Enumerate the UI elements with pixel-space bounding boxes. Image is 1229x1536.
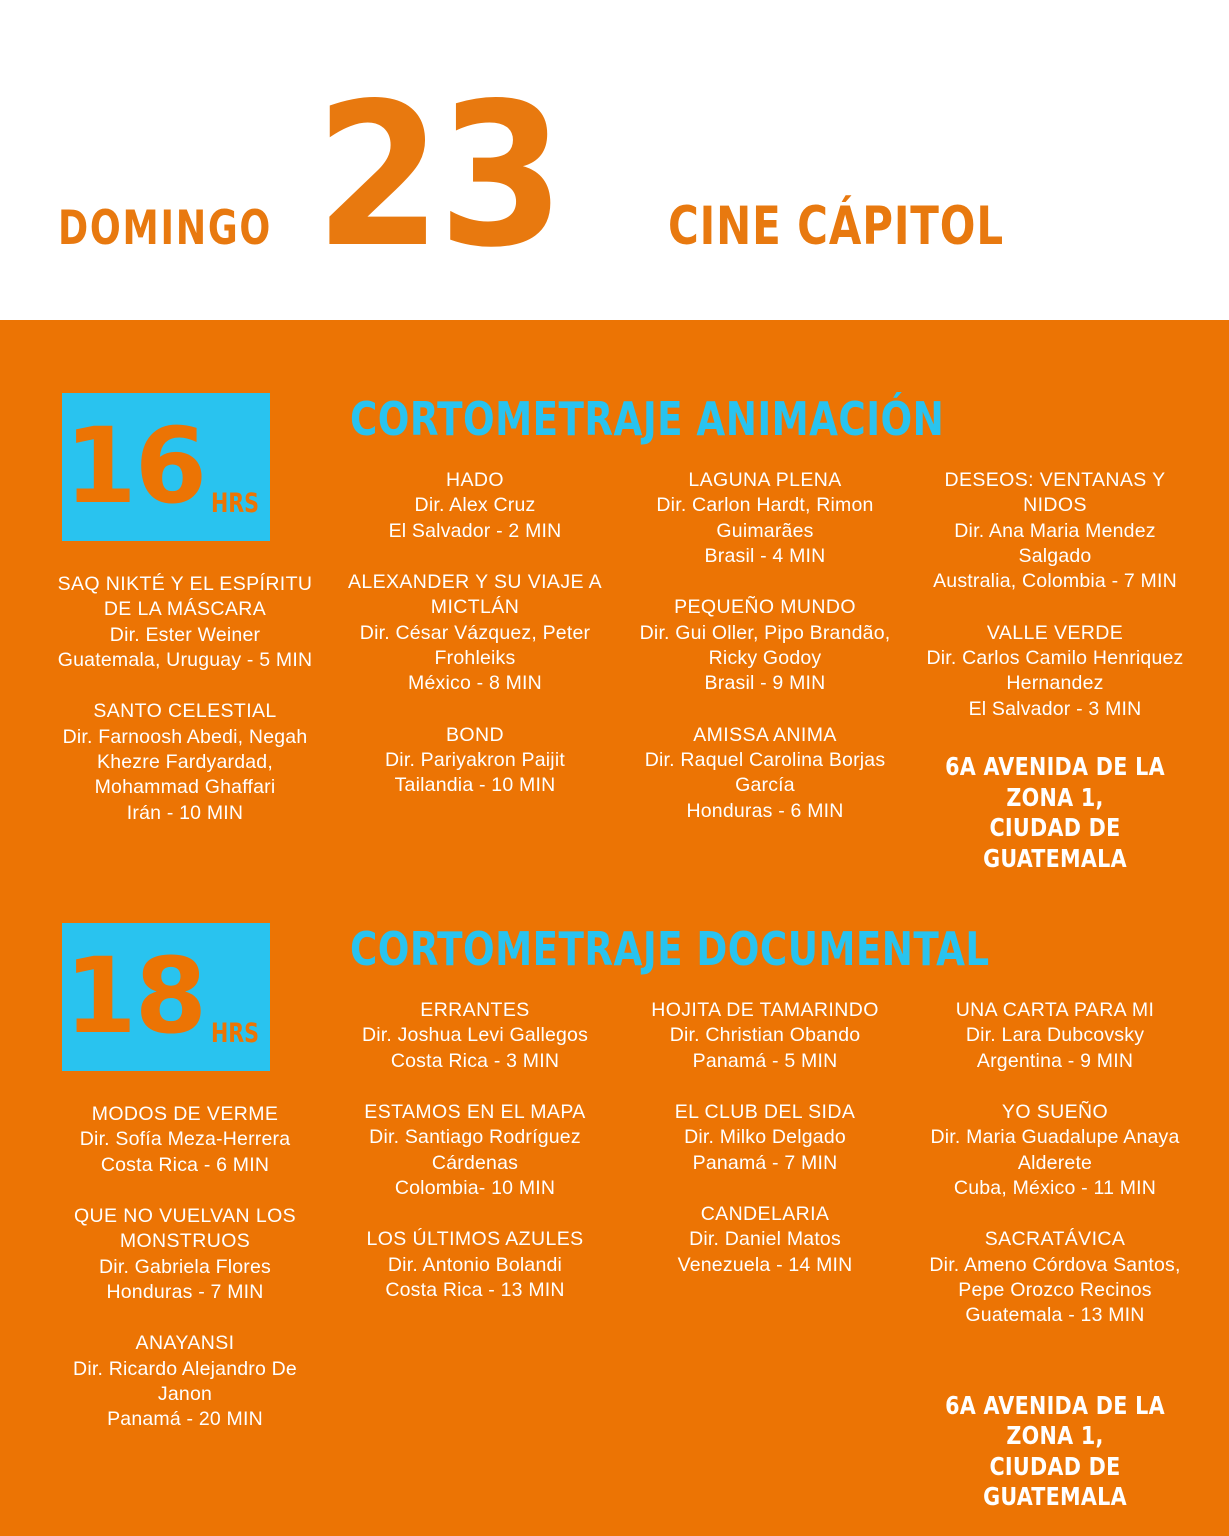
film-director: Dir. Milko Delgado [684, 1126, 846, 1149]
film-title: ALEXANDER Y SU VIAJE A MICTLÁN [347, 571, 603, 619]
film-title: UNA CARTA PARA MI [955, 999, 1155, 1021]
film-column [910, 998, 1200, 1513]
film-title: YO SUEÑO [1001, 1101, 1109, 1124]
film-columns-documental [40, 998, 1200, 1513]
film-director: Dir. Gui Oller, Pipo Brandão, Ricky Godoy [639, 621, 891, 670]
film-country-duration: Guatemala - 13 MIN [965, 1304, 1145, 1327]
film-country-duration: El Salvador - 3 MIN [968, 697, 1142, 720]
section-title-documental: CORTOMETRAJE DOCUMENTAL [350, 922, 990, 976]
film-country-duration: Tailandia - 10 MIN [394, 774, 556, 797]
film-country-duration: Colombia- 10 MIN [394, 1177, 556, 1200]
film-title: AMISSA ANIMA [693, 723, 837, 746]
film-entry [52, 699, 318, 826]
film-country-duration: Australia, Colombia - 7 MIN [933, 570, 1177, 593]
schedule-body [0, 320, 1229, 1536]
venue-address [933, 1391, 1178, 1513]
film-country-duration: Panamá - 5 MIN [692, 1049, 838, 1072]
film-title: DESEOS: VENTANAS Y NIDOS [944, 469, 1166, 517]
film-title: HOJITA DE TAMARINDO [651, 999, 879, 1021]
film-country-duration: Brasil - 9 MIN [704, 672, 826, 695]
film-title: PEQUEÑO MUNDO [674, 596, 856, 619]
header-inner [0, 60, 1050, 291]
film-title: MODOS DE VERME [91, 1103, 279, 1125]
film-country-duration: Guatemala, Uruguay - 5 MIN [57, 649, 313, 672]
film-country-duration: El Salvador - 2 MIN [388, 519, 562, 542]
venue-name: CINE CÁPITOL [668, 196, 1005, 257]
time-hour: 16 [64, 405, 206, 528]
film-title: SAQ NIKTÉ Y EL ESPÍRITU DE LA MÁSCARA [57, 573, 313, 621]
film-title: CANDELARIA [700, 1203, 830, 1226]
time-hour: 18 [64, 935, 206, 1058]
film-title: QUE NO VUELVAN LOS MONSTRUOS [73, 1205, 297, 1253]
film-title: BOND [446, 723, 504, 746]
film-director: Dir. Sofía Meza-Herrera [79, 1128, 291, 1151]
film-entry [922, 998, 1188, 1074]
film-director: Dir. Lara Dubcovsky [965, 1024, 1145, 1047]
film-entry [342, 723, 608, 799]
film-title: VALLE VERDE [986, 621, 1124, 644]
film-country-duration: Honduras - 7 MIN [106, 1281, 264, 1304]
film-entry [922, 468, 1188, 595]
film-entry [52, 1204, 318, 1305]
film-column [620, 998, 910, 1513]
film-column [40, 468, 330, 874]
film-entry [52, 1102, 318, 1178]
film-country-duration: Panamá - 7 MIN [692, 1151, 838, 1174]
film-title: SANTO CELESTIAL [93, 700, 277, 723]
address-line-1: 6A AVENIDA DE LA ZONA 1, [945, 1390, 1165, 1451]
section-title-animacion: CORTOMETRAJE ANIMACIÓN [350, 392, 945, 446]
film-column [330, 468, 620, 874]
film-director: Dir. Antonio Bolandi [387, 1253, 563, 1276]
film-country-duration: Irán - 10 MIN [126, 801, 244, 824]
film-country-duration: México - 8 MIN [408, 672, 542, 695]
film-entry [342, 1227, 608, 1303]
film-entry [632, 1202, 898, 1278]
film-title: HADO [446, 469, 504, 491]
film-entry [342, 570, 608, 697]
address-line-2: CIUDAD DE GUATEMALA [983, 1451, 1127, 1512]
film-director: Dir. Joshua Levi Gallegos [361, 1024, 589, 1047]
film-country-duration: Argentina - 9 MIN [976, 1049, 1134, 1072]
film-director: Dir. Gabriela Flores [99, 1255, 271, 1278]
address-line-2: CIUDAD DE GUATEMALA [983, 813, 1127, 873]
film-country-duration: Brasil - 4 MIN [704, 545, 826, 568]
film-title: ERRANTES [420, 999, 530, 1021]
film-country-duration: Costa Rica - 3 MIN [390, 1049, 560, 1072]
film-director: Dir. Pariyakron Paijit [385, 749, 565, 772]
film-director: Dir. Alex Cruz [414, 494, 536, 517]
film-entry [632, 595, 898, 696]
film-title: ESTAMOS EN EL MAPA [364, 1101, 586, 1124]
film-column [40, 998, 330, 1513]
film-title: LAGUNA PLENA [688, 469, 842, 491]
film-entry [52, 572, 318, 673]
film-director: Dir. Ameno Córdova Santos, Pepe Orozco Recinos [929, 1253, 1181, 1302]
film-entry [342, 998, 608, 1074]
film-director: Dir. Maria Guadalupe Anaya Alderete [930, 1126, 1180, 1174]
film-columns-animacion [40, 468, 1200, 874]
film-director: Dir. Christian Obando [669, 1024, 861, 1047]
film-country-duration: Panamá - 20 MIN [107, 1408, 263, 1431]
film-entry [922, 621, 1188, 722]
film-title: EL CLUB DEL SIDA [674, 1101, 856, 1124]
film-country-duration: Honduras - 6 MIN [686, 799, 844, 822]
film-entry [632, 468, 898, 569]
venue-address [933, 752, 1178, 874]
film-country-duration: Venezuela - 14 MIN [677, 1253, 853, 1276]
film-director: Dir. Carlon Hardt, Rimon Guimarães [656, 494, 874, 542]
film-director: Dir. Carlos Camilo Henriquez Hernandez [926, 647, 1184, 695]
film-director: Dir. César Vázquez, Peter Frohleiks [359, 621, 591, 670]
film-country-duration: Costa Rica - 13 MIN [385, 1279, 565, 1302]
film-entry [342, 1100, 608, 1201]
film-entry [922, 1227, 1188, 1328]
address-line-1: 6A AVENIDA DE LA ZONA 1, [945, 752, 1165, 812]
film-entry [922, 1100, 1188, 1201]
time-unit: HRS [211, 488, 260, 519]
day-word: DOMINGO [58, 201, 273, 256]
film-entry [342, 468, 608, 544]
film-title: SACRATÁVICA [984, 1228, 1126, 1251]
film-entry [632, 998, 898, 1074]
film-director: Dir. Ricardo Alejandro De Janon [73, 1357, 297, 1406]
film-entry [632, 1100, 898, 1176]
film-director: Dir. Farnoosh Abedi, Negah Khezre Fardyardad, Mohammad Ghaffari [62, 725, 308, 799]
film-title: ANAYANSI [135, 1332, 235, 1355]
film-director: Dir. Raquel Carolina Borjas García [644, 749, 886, 797]
film-country-duration: Cuba, México - 11 MIN [953, 1177, 1157, 1200]
film-title: LOS ÚLTIMOS AZULES [366, 1228, 584, 1251]
film-country-duration: Costa Rica - 6 MIN [100, 1153, 270, 1176]
film-director: Dir. Santiago Rodríguez Cárdenas [369, 1126, 581, 1174]
film-entry [632, 723, 898, 824]
poster-header [0, 0, 1229, 320]
film-director: Dir. Ana Maria Mendez Salgado [954, 519, 1156, 568]
film-director: Dir. Daniel Matos [689, 1228, 841, 1251]
film-director: Dir. Ester Weiner [109, 623, 261, 646]
day-number: 23 [314, 60, 562, 291]
time-unit: HRS [211, 1018, 260, 1049]
film-column [620, 468, 910, 874]
film-column [330, 998, 620, 1513]
film-entry [52, 1331, 318, 1432]
film-column [910, 468, 1200, 874]
